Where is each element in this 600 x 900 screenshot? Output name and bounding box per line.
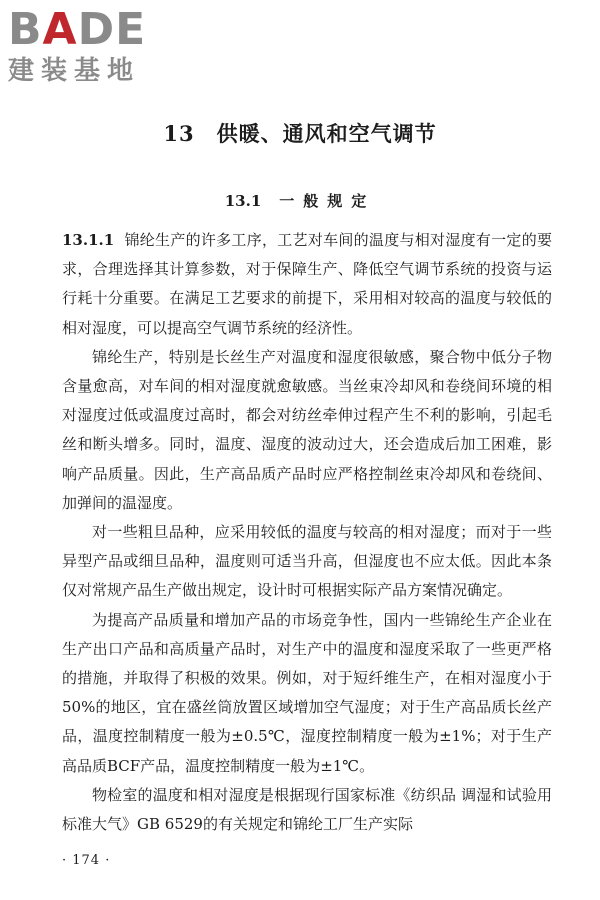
paragraph: 13.1.1 锦纶生产的许多工序，工艺对车间的温度与相对湿度有一定的要求，合理选择其计算参数，对于保障生产、降低空气调节系统的投资与运行耗十分重要。在满足工艺要求的前提下，采用相对较高的温度与较低的相对湿度，可以提高空气调节系统的经济性。 bbox=[62, 231, 552, 337]
paragraph: 锦纶生产，特别是长丝生产对温度和湿度很敏感，聚合物中低分子物含量愈高，对车间的相对湿度就愈敏感。当丝束冷却风和卷绕间环境的相对湿度过低或温度过高时，都会对纺丝牵伸过程产生不利的影响，引起毛丝和断头增多。同时，温度、湿度的波动过大，还会造成后加工困难，影响产品质量。因此，生产高品质产品时应严格控制丝束冷却风和卷绕间、加弹间的温湿度。 bbox=[62, 347, 552, 512]
page-number: · 174 · bbox=[62, 853, 111, 868]
section-number: 13.1 bbox=[224, 192, 262, 210]
section-title bbox=[0, 190, 600, 211]
chapter-title-text: 供暖、通风和空气调节 bbox=[216, 121, 437, 146]
chapter-number: 13 bbox=[163, 121, 195, 146]
paragraph: 为提高产品质量和增加产品的市场竞争性，国内一些锦纶生产企业在生产出口产品和高质量产品时，对生产中的温度和湿度采取了一些更严格的措施，并取得了积极的效果。例如，对于短纤维生产，在相对湿度小于50%的地区，宜在盛丝筒放置区域增加空气湿度；对于生产高品质长丝产品，温度控制精度一般为±0.5℃，湿度控制精度一般为±1%；对于生产高品质BCF产品，温度控制精度一般为±1℃。 bbox=[62, 610, 552, 775]
logo-wordmark: BADE bbox=[8, 4, 147, 55]
bade-logo bbox=[8, 6, 178, 90]
chapter-title bbox=[0, 118, 600, 148]
body-text bbox=[62, 226, 552, 839]
section-title-text: 一般规定 bbox=[279, 192, 376, 210]
paragraph: 物检室的温度和相对湿度是根据现行国家标准《纺织品 调湿和试验用标准大气》GB 6529的有关规定和锦纶工厂生产实际 bbox=[62, 785, 552, 834]
clause-number: 13.1.1 bbox=[62, 231, 115, 249]
logo-chinese-text: 建装基地 bbox=[8, 56, 141, 86]
paragraph: 对一些粗旦品种，应采用较低的温度与较高的相对湿度；而对于一些异型产品或细旦品种，温度则可适当升高，但湿度也不应太低。因此本条仅对常规产品生产做出规定，设计时可根据实际产品方案情况确定。 bbox=[62, 523, 552, 600]
